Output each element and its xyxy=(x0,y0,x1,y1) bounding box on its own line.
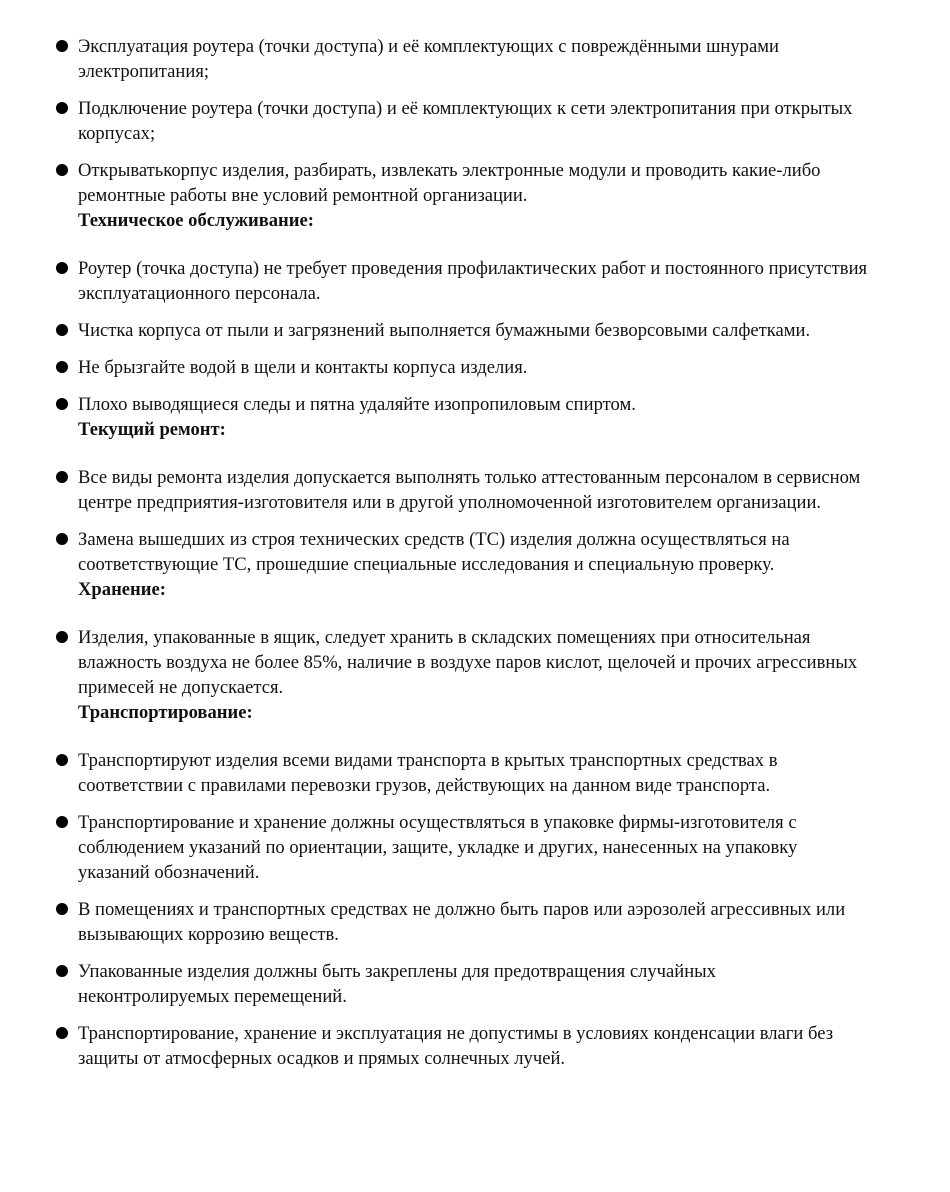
list-item-text: Подключение роутера (точки доступа) и её комплектующих к сети электропитания при открытых корпусах; xyxy=(78,98,853,144)
bullet-icon xyxy=(56,471,68,483)
section-repair xyxy=(55,417,870,577)
bullet-list xyxy=(55,34,870,208)
bullet-icon xyxy=(56,754,68,766)
bullet-list xyxy=(55,256,870,417)
list-item xyxy=(55,392,870,417)
section-heading: Текущий ремонт: xyxy=(78,419,226,440)
section-restrictions xyxy=(55,34,870,208)
list-item-text: Не брызгайте водой в щели и контакты корпуса изделия. xyxy=(78,357,528,378)
bullet-icon xyxy=(56,102,68,114)
list-item xyxy=(55,34,870,84)
section-maintenance xyxy=(55,208,870,417)
section-heading: Хранение: xyxy=(78,579,166,600)
list-item xyxy=(55,748,870,798)
list-item-text: Чистка корпуса от пыли и загрязнений выполняется бумажными безворсовыми салфетками. xyxy=(78,320,811,341)
list-item-text: Роутер (точка доступа) не требует проведения профилактических работ и постоянного присутствия эксплуатационного персонала. xyxy=(78,258,868,304)
bullet-list xyxy=(55,465,870,577)
section-transportation xyxy=(55,700,870,1071)
list-item xyxy=(55,810,870,885)
list-item xyxy=(55,465,870,515)
list-item-text: Упакованные изделия должны быть закреплены для предотвращения случайных неконтролируемых перемещений. xyxy=(78,961,716,1007)
list-item-text: Изделия, упакованные в ящик, следует хранить в складских помещениях при относительная влажность воздуха не более 85%, наличие в воздухе паров кислот, щелочей и прочих агрессивных примесей не допускается. xyxy=(78,627,858,698)
bullet-icon xyxy=(56,164,68,176)
bullet-list xyxy=(55,625,870,700)
list-item-text: Эксплуатация роутера (точки доступа) и её комплектующих с повреждёнными шнурами электропитания; xyxy=(78,36,779,82)
bullet-icon xyxy=(56,1027,68,1039)
section-heading: Техническое обслуживание: xyxy=(78,210,314,231)
list-item xyxy=(55,959,870,1009)
bullet-icon xyxy=(56,40,68,52)
bullet-icon xyxy=(56,965,68,977)
list-item-text: В помещениях и транспортных средствах не должно быть паров или аэрозолей агрессивных или вызывающих коррозию веществ. xyxy=(78,899,846,945)
list-item-text: Замена вышедших из строя технических средств (ТС) изделия должна осуществляться на соответствующие ТС, прошедшие специальные исследования и специальную проверку. xyxy=(78,529,790,575)
list-item xyxy=(55,355,870,380)
bullet-icon xyxy=(56,903,68,915)
list-item xyxy=(55,318,870,343)
bullet-icon xyxy=(56,361,68,373)
list-item xyxy=(55,1021,870,1071)
list-item-text: Все виды ремонта изделия допускается выполнять только аттестованным персоналом в сервисном центре предприятия-изготовителя или в другой уполномоченной изготовителем организации. xyxy=(78,467,861,513)
bullet-icon xyxy=(56,398,68,410)
bullet-icon xyxy=(56,816,68,828)
list-item-text: Транспортируют изделия всеми видами транспорта в крытых транспортных средствах в соответствии с правилами перевозки грузов, действующих на данном виде транспорта. xyxy=(78,750,778,796)
bullet-icon xyxy=(56,631,68,643)
list-item-text: Плохо выводящиеся следы и пятна удаляйте изопропиловым спиртом. xyxy=(78,394,636,415)
list-item xyxy=(55,256,870,306)
section-storage xyxy=(55,577,870,700)
list-item xyxy=(55,96,870,146)
bullet-icon xyxy=(56,262,68,274)
list-item xyxy=(55,527,870,577)
list-item-text: Транспортирование и хранение должны осуществляться в упаковке фирмы-изготовителя с соблюдением указаний по ориентации, защите, укладке и других, нанесенных на упаковку указаний обозначений. xyxy=(78,812,798,883)
bullet-icon xyxy=(56,324,68,336)
bullet-list xyxy=(55,748,870,1071)
section-heading: Транспортирование: xyxy=(78,702,253,723)
bullet-icon xyxy=(56,533,68,545)
list-item-text: Открыватькорпус изделия, разбирать, извлекать электронные модули и проводить какие-либо ремонтные работы вне условий ремонтной организации. xyxy=(78,160,821,206)
list-item xyxy=(55,897,870,947)
list-item xyxy=(55,625,870,700)
list-item-text: Транспортирование, хранение и эксплуатация не допустимы в условиях конденсации влаги без защиты от атмосферных осадков и прямых солнечных лучей. xyxy=(78,1023,834,1069)
list-item xyxy=(55,158,870,208)
